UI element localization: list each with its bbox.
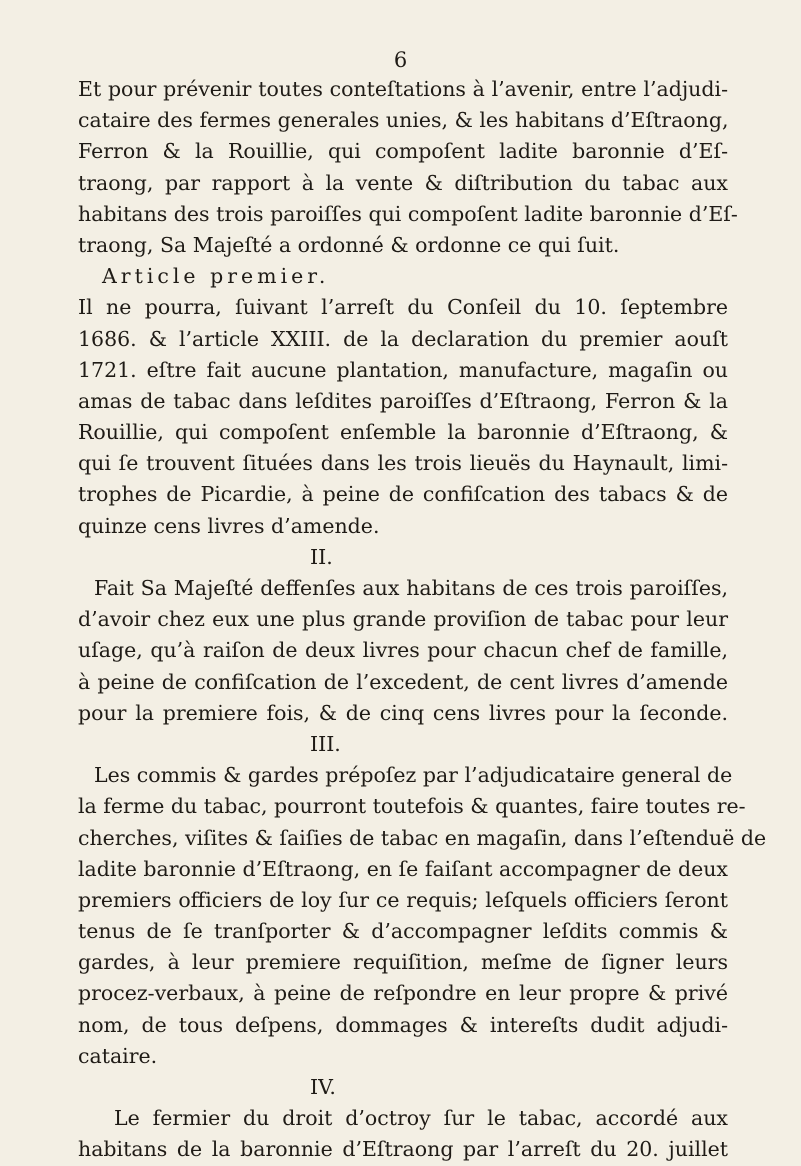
article-number-4: IV. (310, 1075, 336, 1099)
text-line: habitans des trois paroiſſes qui compoſent ladite baronnie d’Eſ- (78, 201, 738, 226)
text-line: Et pour prévenir toutes conteſtations à l’avenir, entre l’adjudi- (78, 77, 728, 101)
text-line: Rouillie, qui compoſent enſemble la baronnie d’Eſtraong, & (78, 420, 728, 445)
text-line: trophes de Picardie, à peine de confiſcation des tabacs & de (78, 482, 728, 507)
text-line: à peine de confiſcation de l’excedent, de cent livres d’amende (78, 669, 728, 694)
article-2-paragraph (78, 573, 728, 729)
article-number-3: III. (310, 731, 341, 756)
text-line: Il ne pourra, ſuivant l’arreſt du Conſeil du 10. ſeptembre (78, 295, 728, 320)
text-line: qui ſe trouvent ſituées dans les trois lieuës du Haynault, limi- (78, 451, 728, 476)
text-line: nom, de tous deſpens, dommages & intereſts dudit adjudi- (78, 1012, 728, 1037)
text-line: uſage, qu’à raiſon de deux livres pour chacun chef de famille, (78, 638, 728, 663)
text-line: cataire des fermes generales unies, & les habitans d’Eſtraong, (78, 108, 729, 133)
text-line: quinze cens livres d’amende. (78, 513, 380, 538)
text-line: procez-verbaux, à peine de reſpondre en leur propre & privé (78, 981, 728, 1006)
text-line: tenus de ſe tranſporter & d’accompagner leſdits commis & (78, 919, 728, 944)
text-line: Le fermier du droit d’octroy ſur le tabac, accordé aux (114, 1106, 728, 1131)
text-block (78, 74, 767, 1166)
text-line: amas de tabac dans leſdites paroiſſes d’Eſtraong, Ferron & la (78, 388, 728, 413)
text-line: premiers officiers de loy ſur ce requis; leſquels officiers ſeront (78, 887, 728, 912)
article-1-paragraph (78, 292, 728, 542)
text-line: cherches, viſites & ſaiſies de tabac en magaſin, dans l’eſtenduë de (78, 825, 767, 850)
text-line: gardes, à leur premiere requiſition, meſme de ſigner leurs (78, 950, 728, 975)
text-line: cataire. (78, 1043, 158, 1068)
article-4-paragraph (78, 1103, 728, 1165)
text-line: traong, Sa Majeſté a ordonné & ordonne ce qui ſuit. (78, 232, 620, 257)
text-line: d’avoir chez eux une plus grande proviſion de tabac pour leur (78, 607, 728, 632)
article-3-paragraph (78, 760, 767, 1072)
text-line: traong, par rapport à la vente & diſtribution du tabac aux (78, 170, 728, 195)
text-line: habitans de la baronnie d’Eſtraong par l’arreſt du 20. juillet (78, 1137, 728, 1162)
text-line: ladite baronnie d’Eſtraong, en ſe faiſant accompagner de deux (78, 856, 728, 881)
text-line: la ferme du tabac, pourront toutefois & quantes, faire toutes re- (78, 794, 746, 819)
article-heading: Article premier. (102, 264, 330, 289)
preamble-paragraph (78, 74, 738, 261)
page-number: 6 (393, 48, 408, 72)
text-line: Les commis & gardes prépoſez par l’adjudicataire general de (94, 763, 733, 788)
text-line: 1721. eſtre fait aucune plantation, manufacture, magaſin ou (78, 357, 728, 382)
text-line: Ferron & la Rouillie, qui compoſent ladite baronnie d’Eſ- (78, 139, 728, 164)
text-line: 1686. & l’article XXIII. de la declaration du premier aouſt (78, 326, 728, 351)
article-number-2: II. (310, 544, 333, 569)
text-line: pour la premiere fois, & de cinq cens livres pour la ſeconde. (78, 700, 728, 725)
text-line: Fait Sa Majeſté deffenſes aux habitans de ces trois paroiſſes, (94, 576, 728, 600)
